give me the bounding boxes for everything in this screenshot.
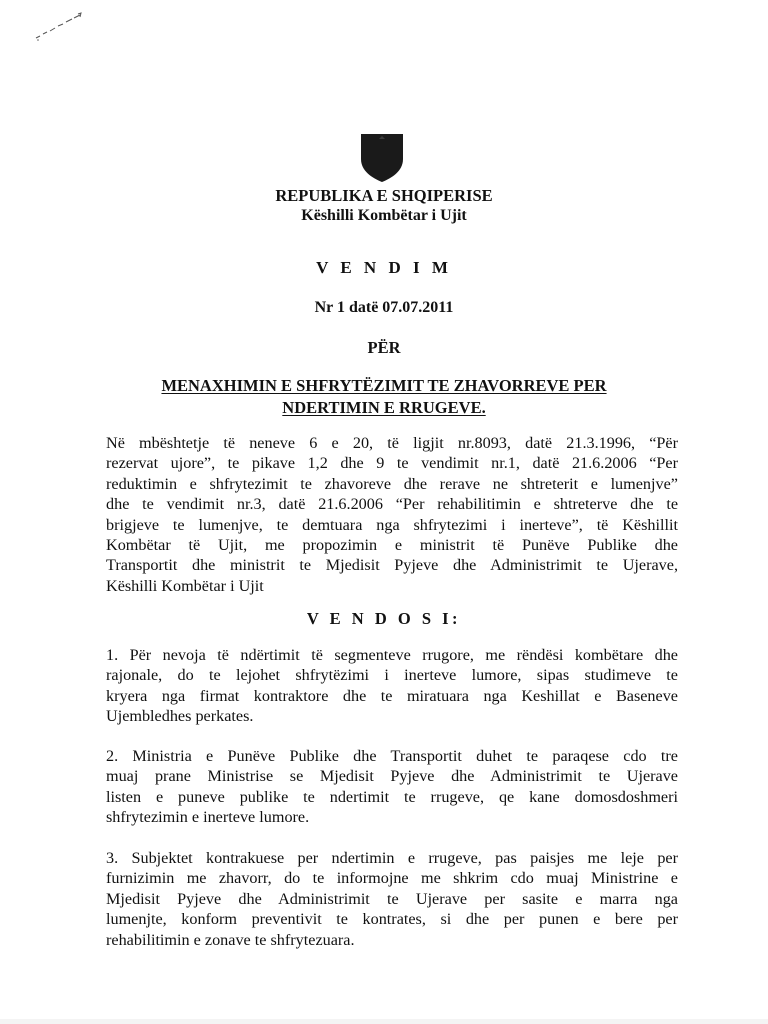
coat-of-arms-icon xyxy=(360,133,404,183)
decides-heading: V E N D O S I: xyxy=(306,609,462,628)
decision-point-1 xyxy=(106,645,678,727)
text-line: shfrytezimin e inerteve lumore. xyxy=(106,808,310,827)
subject-line: NDERTIMIN E RRUGEVE. xyxy=(282,398,486,417)
text-line: rajonale, do te lejohet shfrytëzimi i inerteve lumore, sipas studimeve te xyxy=(106,666,678,685)
text-line: rezervat ujore”, te pikave 1,2 dhe 9 te vendimit nr.1, datë 21.6.2006 “Per xyxy=(106,454,678,473)
text-line: muaj prane Ministrise se Mjedisit Pyjeve dhe Administrimit te Ujerave xyxy=(106,767,678,786)
scan-annotation-mark xyxy=(34,12,86,42)
decision-point-2 xyxy=(106,746,678,828)
decision-subject xyxy=(0,375,768,419)
text-line: Këshilli Kombëtar i Ujit xyxy=(106,576,264,595)
document-type-title: V E N D I M xyxy=(316,258,452,277)
decision-number: Nr 1 datë 07.07.2011 xyxy=(314,299,454,316)
text-line: listen e puneve publike te ndertimit te rrugeve, qe kane domosdoshmeri xyxy=(106,787,678,806)
decision-point-3 xyxy=(106,848,678,950)
text-line: Mjedisit Pyjeve dhe Administrimit te Ujerave per sasite e marra nga xyxy=(106,889,678,908)
text-line: kryera nga firmat kontraktore dhe te miratuara nga Keshillat e Baseneve xyxy=(106,686,678,705)
country-name: REPUBLIKA E SHQIPERISE xyxy=(275,186,493,205)
issuing-body: Këshilli Kombëtar i Ujit xyxy=(301,207,467,224)
text-line: Në mbështetje të neneve 6 e 20, të ligjit nr.8093, datë 21.3.1996, “Për xyxy=(106,434,678,452)
text-line: lumenjte, konform preventivit te kontrates, si dhe per punen e bere per xyxy=(106,910,678,929)
text-line: 2. Ministria e Punëve Publike dhe Transportit duhet te paraqese cdo tre xyxy=(106,747,678,765)
text-line: Kombëtar të Ujit, me propozimin e ministrit të Punëve Publike dhe xyxy=(106,536,678,555)
text-line: reduktimin e shfrytezimit te zhavoreve dhe rerave ne shtreterit e lumenjve” xyxy=(106,474,678,493)
text-line: brigjeve te lumenjve, te demtuara nga shfrytezimi i inerteve”, të Këshillit xyxy=(106,515,678,534)
text-line: Ujembledhes perkates. xyxy=(106,707,254,726)
text-line: 3. Subjektet kontrakuese per ndertimin e rrugeve, pas paisjes me leje per xyxy=(106,849,678,867)
text-line: Transportit dhe ministrit te Mjedisit Pyjeve dhe Administrimit te Ujerave, xyxy=(106,556,678,575)
text-line: rehabilitimin e zonave te shfrytezuara. xyxy=(106,930,355,949)
subject-line: MENAXHIMIN E SHFRYTËZIMIT TE ZHAVORREVE PER xyxy=(161,376,607,395)
text-line: 1. Për nevoja të ndërtimit të segmenteve rrugore, me rëndësi kombëtare dhe xyxy=(106,646,678,664)
scan-bottom-edge xyxy=(0,1019,768,1024)
text-line: furnizimin me zhavorr, do te informojne me shkrim cdo muaj Ministrine e xyxy=(106,869,678,888)
text-line: dhe te vendimit nr.3, datë 21.6.2006 “Per rehabilitimin e shtreterve dhe te xyxy=(106,495,678,514)
preamble-paragraph xyxy=(106,433,678,596)
for-heading: PËR xyxy=(367,338,401,357)
